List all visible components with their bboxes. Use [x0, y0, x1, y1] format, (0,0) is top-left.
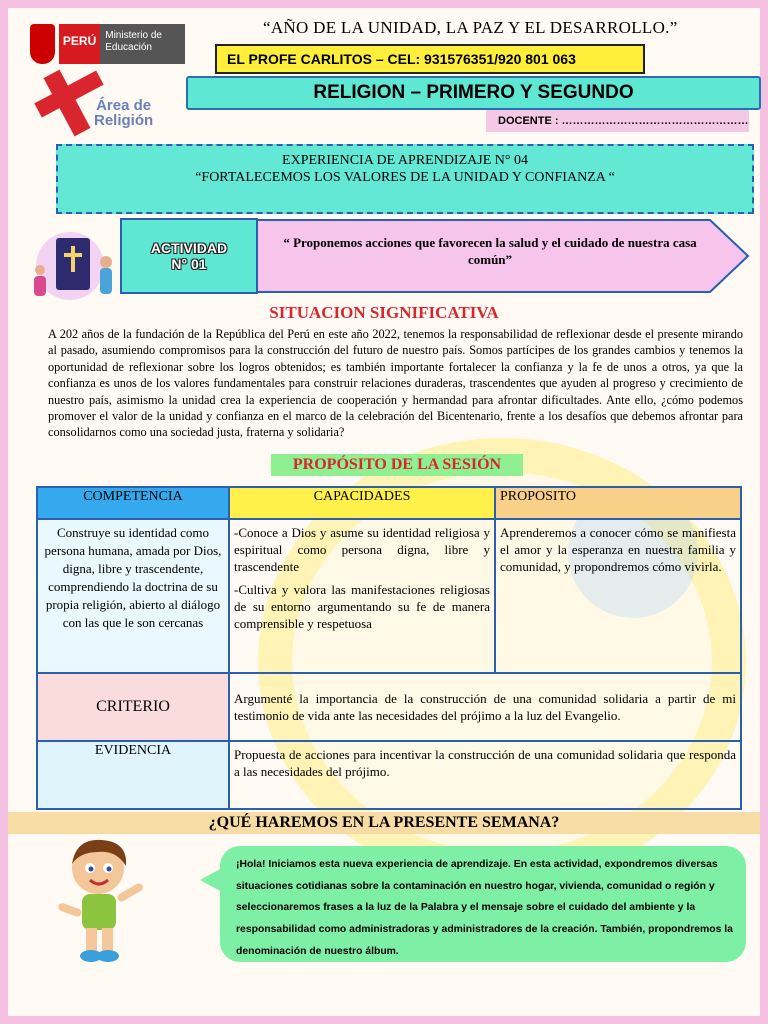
- criterio-row: [37, 673, 741, 741]
- situation-text: A 202 años de la fundación de la República del Perú en este año 2022, tenemos la responsabilidad de reflexionar desde el presente mirando al pasado, asumiendo compromisos para la construcción del futuro de nuestro país. Somos partícipes de los grandes cambios y tenemos la oportunidad de reflexionar sobre los logros obtenidos; es también importante fortalecer la confianza y la fe de unos a otros, ya que la confianza es unos de los valores fundamentales para construir relaciones duraderas, trascendentes que ayuden al progreso y crecimiento de nuestro país, asimismo la unidad crea la experiencia de cooperación y hermandad para afrontar dificultades. Ante ello, ¿cómo podemos promover el valor de la unidad y confianza en el marco de la celebración del Bicentenario, frente a los desafíos que debemos afrontar para consolidarnos como una sociedad justa, fraterna y solidaria?: [48, 327, 743, 440]
- area-religion-logo: [30, 70, 190, 140]
- minedu-name: Ministerio de Educación: [100, 24, 185, 64]
- situation-title: SITUACION SIGNIFICATIVA: [269, 303, 499, 322]
- criterio-label: CRITERIO: [37, 673, 229, 741]
- capacidad-1: -Conoce a Dios y asume su identidad religiosa y espiritual como persona digna, libre y trascendente: [234, 525, 490, 574]
- speech-bubble-tail: [200, 868, 222, 892]
- kid-cartoon-illustration: [46, 836, 156, 966]
- area-label: [94, 98, 153, 128]
- activity-title: “ Proponemos acciones que favorecen la salud y el cuidado de nuestra casa común”: [283, 235, 697, 267]
- competencia-cell: Construye su identidad como persona humana, amada por Dios, digna, libre y trascendente, comprendiendo la doctrina de su propia religión, abierto al diálogo con las que le son cercanas: [37, 519, 229, 673]
- activity-label: ACTIVIDAD: [150, 240, 228, 256]
- table-header-row: [37, 487, 741, 519]
- evidencia-label: EVIDENCIA: [37, 741, 229, 809]
- criterio-text: Argumenté la importancia de la construcción de una comunidad solidaria a partir de mi testimonio de vida ante las necesidades del prójimo a la luz del Evangelio.: [229, 673, 741, 741]
- course-title: RELIGION – PRIMERO Y SEGUNDO: [186, 76, 761, 110]
- worksheet-page: [8, 8, 760, 1016]
- activity-badge: [120, 218, 258, 294]
- minedu-logo: [30, 18, 185, 70]
- bible-reading-illustration: [30, 222, 118, 306]
- competency-table: [36, 486, 742, 810]
- activity-number: N° 01: [171, 256, 207, 272]
- purpose-title: PROPÓSITO DE LA SESIÓN: [271, 454, 523, 476]
- capacidad-2: -Cultiva y valora las manifestaciones religiosas de su entorno argumentando su fe de manera comprensible y respetuosa: [234, 582, 490, 631]
- area-label-line1: Área de: [96, 97, 152, 114]
- week-title: ¿QUÉ HAREMOS EN LA PRESENTE SEMANA?: [8, 812, 760, 834]
- header-capacidades: CAPACIDADES: [229, 487, 495, 519]
- evidencia-row: [37, 741, 741, 809]
- minedu-country: PERÚ: [59, 24, 100, 64]
- experience-box: [56, 144, 754, 214]
- area-label-line2: Religión: [94, 112, 154, 129]
- proposito-cell: Aprenderemos a conocer cómo se manifiesta el amor y la esperanza en nuestra familia y comunidad, y propondremos cómo vivirla.: [495, 519, 741, 673]
- docente-field: DOCENTE : ……………………………………………: [486, 110, 749, 132]
- table-row: [37, 519, 741, 673]
- evidencia-text: Propuesta de acciones para incentivar la construcción de una comunidad solidaria que responda a las necesidades del prójimo.: [229, 741, 741, 809]
- experience-number: EXPERIENCIA DE APRENDIZAJE N° 04: [282, 153, 528, 168]
- header-competencia: COMPETENCIA: [37, 487, 229, 519]
- experience-title: “FORTALECEMOS LOS VALORES DE LA UNIDAD Y CONFIANZA “: [195, 170, 615, 185]
- year-motto: “AÑO DE LA UNIDAD, LA PAZ Y EL DESARROLLO.”: [263, 18, 678, 37]
- speech-bubble-text: ¡Hola! Iniciamos esta nueva experiencia de aprendizaje. En esta actividad, expondremos diversas situaciones cotidianas sobre la contaminación en nuestro hogar, vivienda, comunidad o región y seleccionaremos frases a la luz de la Palabra y el mensaje sobre el cuidado del ambiente y la responsabilidad como administradoras y administradores de la creación. También, propondremos la denominación de nuestro álbum.: [236, 859, 733, 957]
- header-proposito: PROPOSITO: [495, 487, 741, 519]
- capacidades-cell: [229, 519, 495, 673]
- peru-shield-icon: [30, 24, 55, 64]
- contact-banner: EL PROFE CARLITOS – CEL: 931576351/920 801 063: [215, 44, 645, 74]
